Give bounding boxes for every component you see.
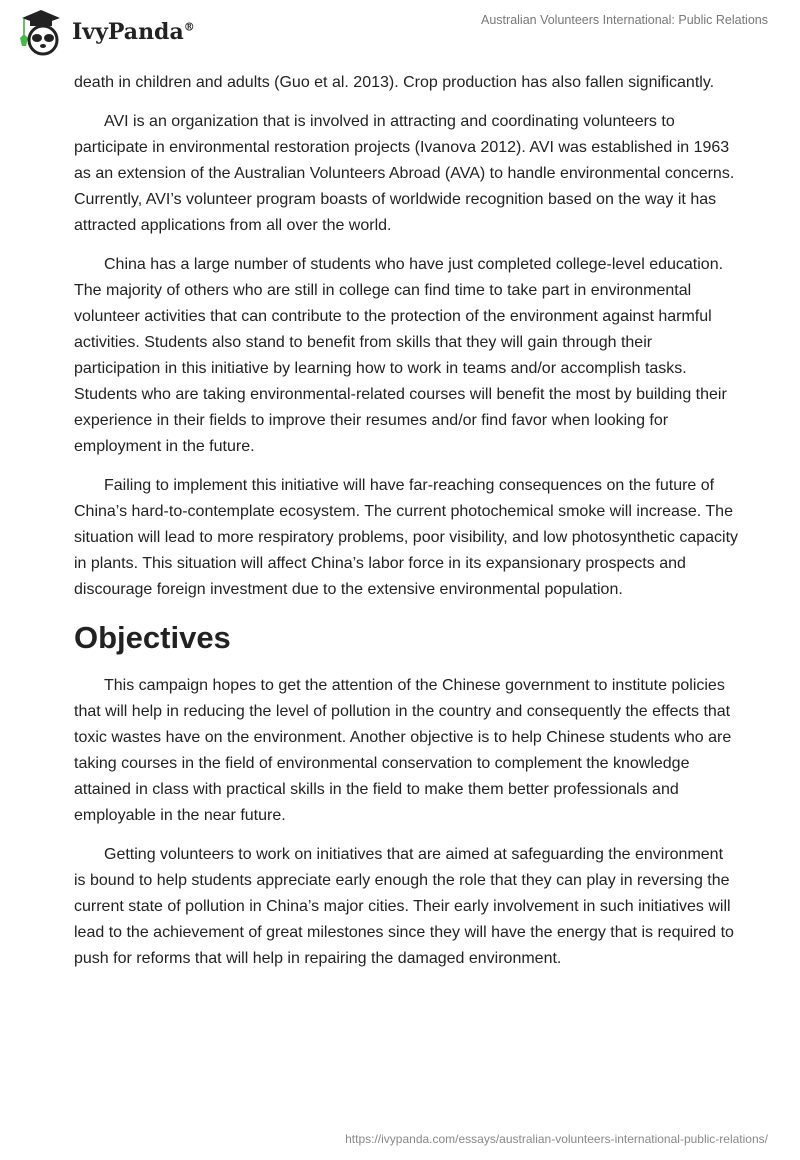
paragraph: AVI is an organization that is involved in attracting and coordinating volunteers to participate in environmental restoration projects (Ivanova 2012). AVI was established in 1963 as an extension of the Australian Volunteers Abroad (AVA) to handle environmental concerns. Currently, AVI’s volunteer program boasts of worldwide recognition based on the way it has attracted applications from all over the world. (74, 113, 735, 234)
paragraph: Getting volunteers to work on initiatives that are aimed at safeguarding the environment is bound to help students appreciate early enough the role that they can play in reversing the current state of pollution in China’s major cities. Their early involvement in such initiatives will lead to the achievement of great milestones since they will have the energy that is required to push for reforms that will help in repairing the damaged environment. (74, 846, 734, 967)
paragraph: China has a large number of students who have just completed college-level education. The majority of others who are still in college can find time to take part in environmental volunteer activities that can contribute to the protection of the environment against harmful activities. Students also stand to benefit from skills that they will gain through their participation in this initiative by learning how to work in teams and/or accomplish tasks. Students who are taking environmental-related courses will benefit the most by building their experience in their fields to improve their resumes and/or find favor when looking for employment in the future. (74, 256, 727, 455)
essay-content (74, 70, 738, 985)
paragraph: Failing to implement this initiative will have far-reaching consequences on the future of China’s hard-to-contemplate ecosystem. The current photochemical smoke will increase. The situation will lead to more respiratory problems, poor visibility, and low photosynthetic capacity in plants. This situation will affect China’s labor force in its expansionary prospects and discourage foreign investment due to the extensive environmental population. (74, 477, 739, 598)
registered-mark: ® (183, 20, 195, 34)
page-header (0, 0, 800, 60)
logo-text: IvyPanda (72, 19, 184, 45)
section-heading: Objectives (74, 620, 231, 655)
ivypanda-logo[interactable] (18, 8, 195, 56)
paragraph: death in children and adults (Guo et al. 2013). Crop production has also fallen significantly. (74, 74, 715, 91)
document-title: Australian Volunteers International: Public Relations (481, 13, 768, 27)
panda-graduate-icon (18, 8, 64, 56)
paragraph: This campaign hopes to get the attention of the Chinese government to institute policies that will help in reducing the level of pollution in the country and consequently the effects that toxic wastes have on the environment. Another objective is to help Chinese students who are taking courses in the field of environmental conservation to complement the knowledge attained in class with practical skills in the field to make them better professionals and employable in the near future. (74, 677, 732, 824)
source-url[interactable]: https://ivypanda.com/essays/australian-volunteers-international-public-relations/ (345, 1132, 768, 1146)
